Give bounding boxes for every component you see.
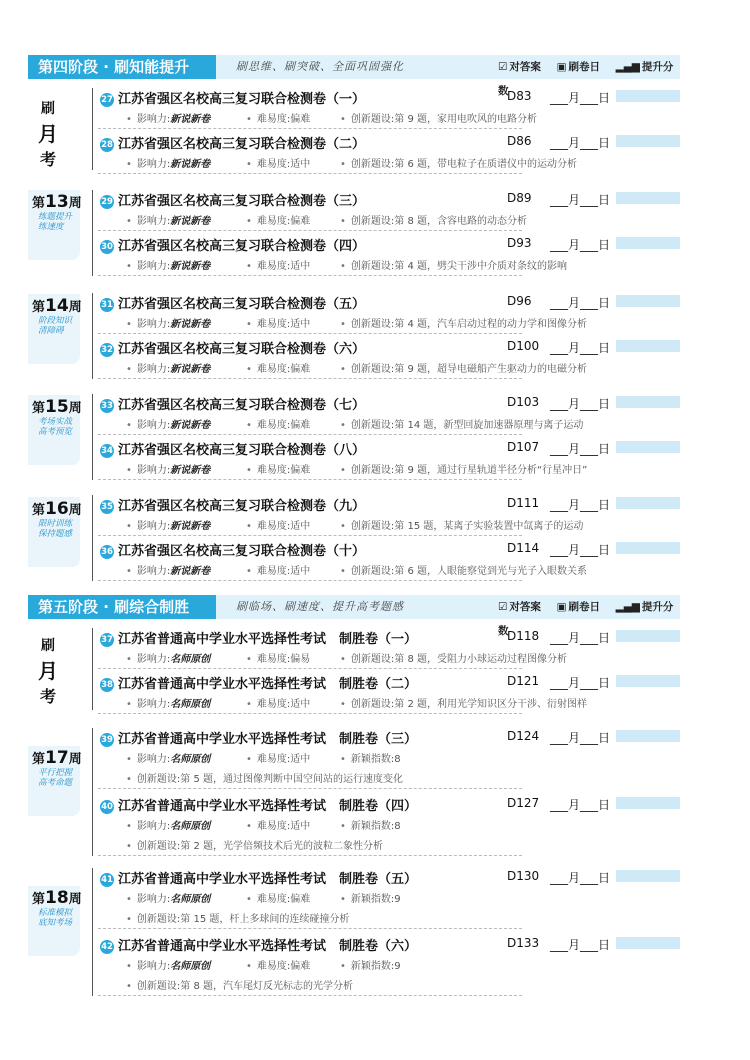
date-field[interactable]: ___月___日 (550, 296, 611, 310)
date-field[interactable]: ___月___日 (550, 871, 611, 885)
answer-page-code: D114 (507, 541, 540, 555)
item-number-badge: 41 (101, 875, 113, 885)
score-box[interactable] (616, 340, 680, 352)
item-number-badge: 28 (101, 140, 113, 150)
check-icon: ☑ (498, 61, 508, 73)
row-divider (98, 580, 522, 581)
week-label: 第14周 阶段知识清障碍 (32, 296, 82, 336)
date-field[interactable]: ___月___日 (550, 631, 611, 645)
check-icon: ☑ (498, 601, 508, 613)
test-title[interactable]: 37 江苏省普通高中学业水平选择性考试 制胜卷（一） (101, 632, 418, 647)
item-number-badge: 34 (101, 446, 113, 456)
date-field[interactable]: ___月___日 (550, 238, 611, 252)
week-label: 第17周 平行把握高考命题 (32, 748, 82, 788)
score-box[interactable] (616, 497, 680, 509)
row-divider (98, 928, 522, 929)
answer-page-code: D103 (507, 395, 540, 409)
group-divider (92, 293, 93, 379)
group-divider (92, 394, 93, 480)
test-meta: • 影响力:名师原创 • 难易度:偏难 • 新颖指数:9 (126, 894, 401, 905)
row-divider (98, 788, 522, 789)
score-box[interactable] (616, 870, 680, 882)
item-number-badge: 38 (101, 680, 113, 690)
row-divider (98, 173, 522, 174)
score-box[interactable] (616, 90, 680, 102)
item-number-badge: 36 (101, 547, 113, 557)
stage5-title: 第五阶段 · 刷综合制胜 (28, 595, 216, 619)
test-title[interactable]: 29 江苏省强区名校高三复习联合检测卷（三） (101, 194, 366, 209)
week-label: 第13周 练题提升练速度 (32, 192, 82, 232)
answer-page-code: D133 (507, 936, 540, 950)
item-number-badge: 30 (101, 242, 113, 252)
score-box[interactable] (616, 542, 680, 554)
test-title[interactable]: 30 江苏省强区名校高三复习联合检测卷（四） (101, 239, 366, 254)
test-meta: • 影响力:新说新卷 • 难易度:适中 • 创新题设:第 4 题，劈尖干涉中介质对条纹的影响 (126, 261, 568, 272)
answer-page-code: D100 (507, 339, 540, 353)
item-number-badge: 39 (101, 735, 113, 745)
week-label: 第18周 标准模拟底知考场 (32, 888, 82, 928)
row-divider (98, 713, 522, 714)
score-box[interactable] (616, 730, 680, 742)
test-title[interactable]: 36 江苏省强区名校高三复习联合检测卷（十） (101, 544, 366, 559)
date-field[interactable]: ___月___日 (550, 193, 611, 207)
bar-chart-icon: ▂▄▆ (615, 601, 640, 613)
stage5-tagline: 刷临场、刷速度、提升高考题感 (236, 600, 404, 613)
date-field[interactable]: ___月___日 (550, 938, 611, 952)
date-field[interactable]: ___月___日 (550, 442, 611, 456)
date-field[interactable]: ___月___日 (550, 676, 611, 690)
item-number-badge: 33 (101, 401, 113, 411)
score-box[interactable] (616, 295, 680, 307)
week-label: 第15周 考场实战高考预览 (32, 397, 82, 437)
answer-page-code: D124 (507, 729, 540, 743)
improve-score-action[interactable]: ▂▄▆ 提升分数 (498, 61, 674, 97)
answer-page-code: D86 (507, 134, 532, 148)
date-field[interactable]: ___月___日 (550, 341, 611, 355)
item-number-badge: 35 (101, 502, 113, 512)
test-title[interactable]: 34 江苏省强区名校高三复习联合检测卷（八） (101, 443, 366, 458)
test-title[interactable]: 31 江苏省强区名校高三复习联合检测卷（五） (101, 297, 366, 312)
test-meta: • 影响力:名师原创 • 难易度:偏易 • 创新题设:第 8 题，受阻力小球运动过程图像分析 (126, 654, 568, 665)
item-number-badge: 40 (101, 802, 113, 812)
check-answer-action[interactable]: ☑ 对答案 (498, 601, 541, 613)
test-title[interactable]: 27 江苏省强区名校高三复习联合检测卷（一） (101, 92, 366, 107)
test-meta: • 影响力:新说新卷 • 难易度:偏难 • 创新题设:第 14 题，新型回旋加速器原理与离子运动 (126, 420, 584, 431)
answer-page-code: D118 (507, 629, 540, 643)
score-box[interactable] (616, 630, 680, 642)
bar-chart-icon: ▂▄▆ (615, 61, 640, 73)
answer-page-code: D89 (507, 191, 532, 205)
answer-page-code: D83 (507, 89, 532, 103)
calendar-icon: ▣ (556, 601, 567, 613)
item-number-badge: 37 (101, 635, 113, 645)
test-meta: • 影响力:名师原创 • 难易度:适中 • 新颖指数:8 (126, 821, 401, 832)
score-box[interactable] (616, 237, 680, 249)
week-motto: 考场实战高考预览 (38, 417, 73, 437)
group-divider (92, 88, 93, 170)
item-number-badge: 27 (101, 95, 113, 105)
item-number-badge: 32 (101, 345, 113, 355)
score-box[interactable] (616, 441, 680, 453)
date-field[interactable]: ___月___日 (550, 91, 611, 105)
row-divider (98, 535, 522, 536)
week-motto: 练题提升练速度 (38, 212, 73, 232)
answer-page-code: D130 (507, 869, 540, 883)
week-label: 第16周 限时训练保持题感 (32, 499, 82, 539)
test-meta: • 影响力:新说新卷 • 难易度:适中 • 创新题设:第 6 题，人眼能察觉到光与光子入眼数关系 (126, 566, 588, 577)
row-divider (98, 378, 522, 379)
answer-page-code: D96 (507, 294, 532, 308)
week-motto: 标准模拟底知考场 (38, 908, 73, 928)
week-motto: 阶段知识清障碍 (38, 316, 73, 336)
test-title[interactable]: 32 江苏省强区名校高三复习联合检测卷（六） (101, 342, 366, 357)
test-meta: • 影响力:新说新卷 • 难易度:偏难 • 创新题设:第 9 题，通过行星轨道半径分析“行星冲日” (126, 465, 588, 476)
test-title[interactable]: 33 江苏省强区名校高三复习联合检测卷（七） (101, 398, 366, 413)
group-divider (92, 495, 93, 581)
test-title[interactable]: 28 江苏省强区名校高三复习联合检测卷（二） (101, 137, 366, 152)
score-box[interactable] (616, 675, 680, 687)
date-field[interactable]: ___月___日 (550, 798, 611, 812)
week-motto: 限时训练保持题感 (38, 519, 73, 539)
score-box[interactable] (616, 797, 680, 809)
test-innovation: • 创新题设:第 15 题，杆上多球间的连续碰撞分析 (126, 914, 350, 925)
improve-score-action[interactable]: ▂▄▆ 提升分数 (498, 601, 674, 637)
row-divider (98, 434, 522, 435)
test-title[interactable]: 42 江苏省普通高中学业水平选择性考试 制胜卷（六） (101, 939, 418, 954)
test-meta: • 影响力:新说新卷 • 难易度:适中 • 创新题设:第 4 题，汽车启动过程的动力学和图像分析 (126, 319, 588, 330)
row-divider (98, 230, 522, 231)
test-meta: • 影响力:新说新卷 • 难易度:偏难 • 创新题设:第 9 题，超导电磁船产生驱动力的电磁分析 (126, 364, 588, 375)
test-title[interactable]: 38 江苏省普通高中学业水平选择性考试 制胜卷（二） (101, 677, 418, 692)
test-innovation: • 创新题设:第 5 题，通过图像判断中国空间站的运行速度变化 (126, 774, 404, 785)
score-box[interactable] (616, 192, 680, 204)
check-answer-action[interactable]: ☑ 对答案 (498, 61, 541, 73)
date-field[interactable]: ___月___日 (550, 543, 611, 557)
test-title[interactable]: 41 江苏省普通高中学业水平选择性考试 制胜卷（五） (101, 872, 418, 887)
row-divider (98, 995, 522, 996)
group-divider (92, 728, 93, 856)
item-number-badge: 31 (101, 300, 113, 310)
row-divider (98, 668, 522, 669)
answer-page-code: D121 (507, 674, 540, 688)
test-innovation: • 创新题设:第 2 题，光学倍频技术后光的波粒二象性分析 (126, 841, 384, 852)
score-box[interactable] (616, 937, 680, 949)
row-divider (98, 479, 522, 480)
test-meta: • 影响力:新说新卷 • 难易度:偏难 • 创新题设:第 8 题，含容电路的动态分析 (126, 216, 528, 227)
calendar-icon: ▣ (556, 61, 567, 73)
date-field[interactable]: ___月___日 (550, 397, 611, 411)
stage4-tagline: 刷思维、刷突破、全面巩固强化 (236, 60, 404, 73)
date-field[interactable]: ___月___日 (550, 498, 611, 512)
test-meta: • 影响力:新说新卷 • 难易度:适中 • 创新题设:第 6 题，带电粒子在质谱仪中的运动分析 (126, 159, 578, 170)
monthly-exam-label: 刷 月 考 (38, 638, 58, 706)
week-motto: 平行把握高考命题 (38, 768, 73, 788)
test-meta: • 影响力:新说新卷 • 难易度:适中 • 创新题设:第 15 题，某离子实验装置中氙离子的运动 (126, 521, 584, 532)
test-meta: • 影响力:名师原创 • 难易度:适中 • 创新题设:第 2 题，利用光学知识区分干涉、衍射图样 (126, 699, 588, 710)
answer-page-code: D111 (507, 496, 540, 510)
item-number-badge: 42 (101, 942, 113, 952)
item-number-badge: 29 (101, 197, 113, 207)
row-divider (98, 128, 522, 129)
test-meta: • 影响力:名师原创 • 难易度:适中 • 新颖指数:8 (126, 754, 401, 765)
test-title[interactable]: 39 江苏省普通高中学业水平选择性考试 制胜卷（三） (101, 732, 418, 747)
group-divider (92, 190, 93, 276)
stage4-title: 第四阶段 · 刷知能提升 (28, 55, 216, 79)
answer-page-code: D127 (507, 796, 540, 810)
row-divider (98, 855, 522, 856)
answer-page-code: D93 (507, 236, 532, 250)
test-innovation: • 创新题设:第 8 题，汽车尾灯反光标志的光学分析 (126, 981, 354, 992)
test-meta: • 影响力:名师原创 • 难易度:偏难 • 新颖指数:9 (126, 961, 401, 972)
answer-page-code: D107 (507, 440, 540, 454)
test-meta: • 影响力:新说新卷 • 难易度:偏难 • 创新题设:第 9 题，家用电吹风的电路分析 (126, 114, 538, 125)
date-field[interactable]: ___月___日 (550, 136, 611, 150)
exam-day-action[interactable]: ▣ 刷卷日 (556, 601, 600, 613)
exam-day-action[interactable]: ▣ 刷卷日 (556, 61, 600, 73)
score-box[interactable] (616, 396, 680, 408)
test-title[interactable]: 40 江苏省普通高中学业水平选择性考试 制胜卷（四） (101, 799, 418, 814)
group-divider (92, 628, 93, 710)
test-title[interactable]: 35 江苏省强区名校高三复习联合检测卷（九） (101, 499, 366, 514)
row-divider (98, 333, 522, 334)
monthly-exam-label: 刷 月 考 (38, 101, 58, 169)
group-divider (92, 868, 93, 996)
date-field[interactable]: ___月___日 (550, 731, 611, 745)
row-divider (98, 275, 522, 276)
score-box[interactable] (616, 135, 680, 147)
